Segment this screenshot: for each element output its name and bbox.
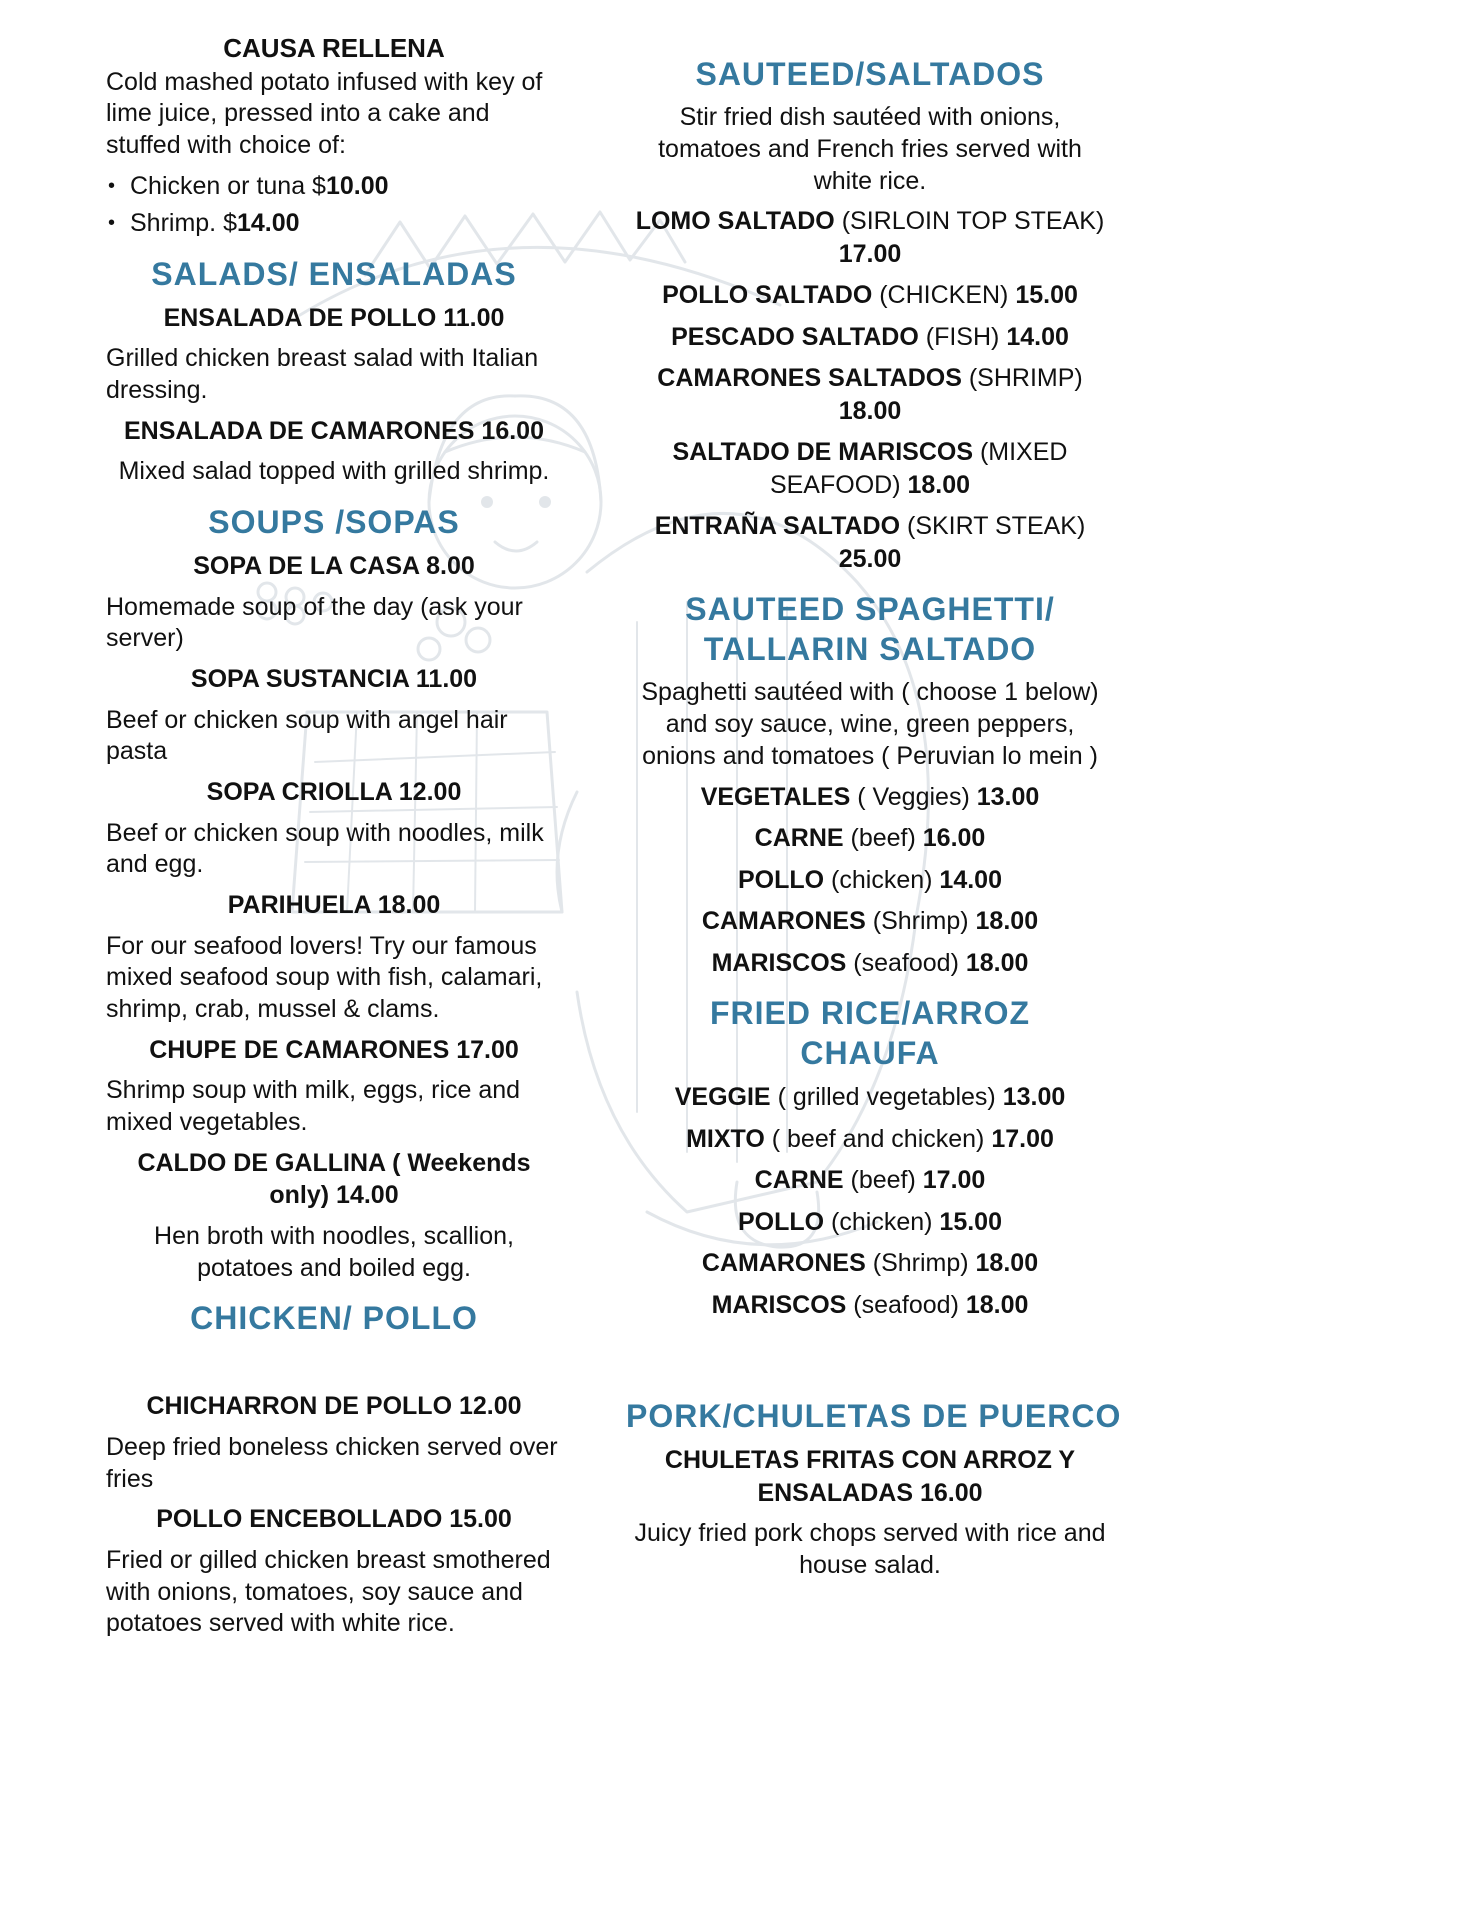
item-price: 14.00: [939, 865, 1002, 894]
item-name: CARNE: [754, 824, 844, 852]
item-note: (chicken): [824, 1207, 940, 1236]
section-heading: [106, 1298, 562, 1338]
section-heading-text: PORK/CHULETAS DE PUERCO: [626, 1398, 1122, 1434]
item-price: 10.00: [325, 171, 389, 200]
menu-item: [626, 1123, 1114, 1156]
menu-item: [626, 781, 1114, 814]
item-name: PESCADO SALTADO: [671, 322, 919, 351]
menu-item: [626, 1444, 1114, 1509]
menu-item: [106, 1390, 562, 1423]
dish-description: Stir fried dish sautéed with onions, tomatoes and French fries served with white rice.: [658, 103, 1082, 195]
item-name: CHICHARRON DE POLLO 12.00: [146, 1392, 522, 1421]
bullet-icon: •: [108, 174, 116, 197]
bullet-icon: •: [108, 212, 116, 235]
menu-item: [106, 1034, 562, 1067]
menu-item: [626, 905, 1114, 938]
dish-description: Homemade soup of the day (ask your server): [106, 592, 523, 653]
item-price: 17.00: [838, 239, 902, 268]
item-name: PARIHUELA 18.00: [227, 891, 441, 919]
item-note: (SKIRT STEAK): [900, 512, 1086, 541]
item-name: LOMO SALTADO: [635, 207, 835, 236]
item-price: 18.00: [965, 1290, 1029, 1319]
item-note: ( Veggies): [850, 782, 977, 811]
item-note: (CHICKEN): [872, 281, 1016, 310]
item-note: ( beef and chicken): [764, 1124, 992, 1153]
menu-item: [626, 822, 1114, 855]
item-name: CARNE: [754, 1166, 844, 1194]
menu-item: [626, 864, 1114, 897]
item-name: POLLO: [738, 1207, 825, 1236]
spacer: [626, 1330, 1114, 1382]
item-name: CALDO DE GALLINA ( Weekends only) 14.00: [137, 1148, 531, 1210]
bullet-option: [108, 170, 562, 203]
item-price: 15.00: [939, 1207, 1002, 1236]
item-price: 14.00: [1006, 322, 1069, 351]
menu-item: [626, 1289, 1114, 1322]
item-note: (beef): [843, 1166, 923, 1194]
bullet-text: [130, 170, 389, 203]
menu-item: [106, 1147, 562, 1212]
menu-item: [626, 510, 1114, 575]
menu-item: [626, 1206, 1114, 1239]
dish-description: Fried or gilled chicken breast smothered with onions, tomatoes, soy sauce and potatoes served with white rice.: [106, 1545, 551, 1638]
menu-item: [626, 436, 1114, 501]
dish-description: Grilled chicken breast salad with Italian dressing.: [106, 344, 539, 404]
menu-item: [626, 1164, 1114, 1197]
item-name: SOPA SUSTANCIA 11.00: [190, 665, 478, 693]
item-name: SOPA DE LA CASA 8.00: [193, 552, 475, 580]
menu-item: [626, 1247, 1114, 1280]
item-name: SOPA CRIOLLA 12.00: [206, 778, 462, 806]
item-price: 16.00: [922, 824, 986, 852]
dish-description: Shrimp soup with milk, eggs, rice and mixed vegetables.: [106, 1076, 521, 1136]
item-name: SALTADO DE MARISCOS: [672, 438, 973, 467]
item-name: ENSALADA DE CAMARONES 16.00: [124, 416, 544, 445]
section-heading-text: TALLARIN SALTADO: [703, 631, 1037, 668]
item-note: (SHRIMP): [961, 364, 1083, 393]
item-name: MARISCOS: [711, 948, 847, 977]
section-heading: [626, 54, 1114, 94]
item-name: MIXTO: [686, 1124, 765, 1153]
item-name: ENTRAÑA SALTADO: [654, 512, 901, 541]
menu-item: [626, 205, 1114, 270]
item-price: 13.00: [1002, 1083, 1066, 1111]
item-name: POLLO ENCEBOLLADO 15.00: [156, 1505, 512, 1534]
menu-item: [626, 362, 1114, 427]
item-price: 18.00: [975, 907, 1039, 935]
section-heading: [106, 502, 562, 542]
item-name: CAMARONES: [701, 907, 866, 935]
item-note: ( grilled vegetables): [770, 1083, 1003, 1111]
item-price: 18.00: [965, 948, 1029, 977]
item-price: 13.00: [976, 782, 1040, 811]
item-name: ENSALADA DE POLLO 11.00: [163, 303, 505, 332]
bullet-option: [108, 207, 562, 240]
menu-item: [626, 947, 1114, 980]
item-note: (seafood): [846, 1290, 966, 1319]
item-note: (beef): [843, 824, 923, 852]
menu-column-left: [106, 32, 562, 1648]
section-heading: [626, 993, 1114, 1073]
item-name: POLLO: [738, 865, 825, 894]
item-name: MARISCOS: [711, 1290, 847, 1319]
item-name: VEGETALES: [700, 782, 851, 811]
section-heading-text: CHAUFA: [800, 1035, 940, 1071]
menu-item: [106, 415, 562, 448]
menu-item: [106, 663, 562, 696]
item-name: CHUPE DE CAMARONES 17.00: [149, 1035, 519, 1064]
section-heading-text: SOUPS /SOPAS: [208, 504, 460, 540]
item-price: 18.00: [838, 396, 902, 425]
dish-description: For our seafood lovers! Try our famous mixed seafood soup with fish, calamari, shrimp, crab, mussel & clams.: [106, 931, 543, 1023]
item-price: 17.00: [991, 1124, 1054, 1153]
item-price: 18.00: [975, 1249, 1039, 1277]
dish-title: CAUSA RELLENA: [223, 33, 445, 63]
item-note: (MIXED SEAFOOD): [769, 438, 1068, 499]
dish-description: Deep fried boneless chicken served over fries: [106, 1432, 558, 1493]
section-heading-text: FRIED RICE/ARROZ: [710, 995, 1030, 1031]
item-name: CAMARONES SALTADOS: [657, 364, 962, 393]
section-heading-text: SALADS/ ENSALADAS: [151, 255, 517, 292]
item-note: (chicken): [824, 865, 940, 894]
item-name: POLLO SALTADO: [662, 281, 873, 310]
item-name: CAMARONES: [701, 1249, 866, 1277]
dish-description: Spaghetti sautéed with ( choose 1 below) and soy sauce, wine, green peppers, onions and tomatoes ( Peruvian lo mein ): [641, 678, 1099, 770]
item-price: 17.00: [922, 1166, 986, 1194]
section-heading-text: SAUTEED/SALTADOS: [695, 56, 1045, 92]
item-price: 15.00: [1015, 281, 1078, 310]
item-note: (FISH): [918, 322, 1007, 351]
spacer: [106, 1346, 562, 1388]
section-heading: [626, 1396, 1122, 1436]
section-heading: [106, 254, 562, 294]
dish-description: Beef or chicken soup with angel hair pasta: [106, 705, 508, 766]
dish-description: Juicy fried pork chops served with rice and house salad.: [634, 1519, 1106, 1579]
menu-item: [106, 776, 562, 809]
menu-column-right: [626, 40, 1122, 1590]
item-name: Shrimp. $: [130, 209, 237, 238]
menu-item: [626, 321, 1114, 354]
dish-description: Beef or chicken soup with noodles, milk and egg.: [106, 818, 544, 879]
item-price: 18.00: [907, 470, 971, 499]
item-price: 14.00: [236, 209, 300, 238]
menu-item: [626, 1081, 1114, 1114]
item-price: 25.00: [838, 544, 902, 573]
section-heading-text: CHICKEN/ POLLO: [190, 1300, 478, 1337]
menu-item: [106, 1503, 562, 1536]
dish-description: Cold mashed potato infused with key of lime juice, pressed into a cake and stuffed with choice of:: [106, 67, 543, 159]
section-heading: [626, 589, 1114, 669]
item-name: Chicken or tuna $: [130, 171, 326, 200]
menu-item: [106, 550, 562, 583]
menu-item: [106, 889, 562, 922]
item-note: (Shrimp): [865, 907, 976, 935]
item-note: (Shrimp): [865, 1249, 976, 1277]
section-heading-text: SAUTEED SPAGHETTI/: [685, 591, 1055, 628]
dish-description: Hen broth with noodles, scallion, potatoes and boiled egg.: [154, 1221, 514, 1282]
menu-item: [106, 302, 562, 335]
bullet-text: [130, 207, 300, 240]
item-name: VEGGIE: [674, 1083, 771, 1111]
item-note: (SIRLOIN TOP STEAK): [834, 207, 1105, 236]
item-name: CHULETAS FRITAS CON ARROZ Y ENSALADAS 16.00: [664, 1446, 1076, 1507]
dish-description: Mixed salad topped with grilled shrimp.: [118, 457, 550, 486]
menu-item: [626, 279, 1114, 312]
item-note: (seafood): [846, 948, 966, 977]
